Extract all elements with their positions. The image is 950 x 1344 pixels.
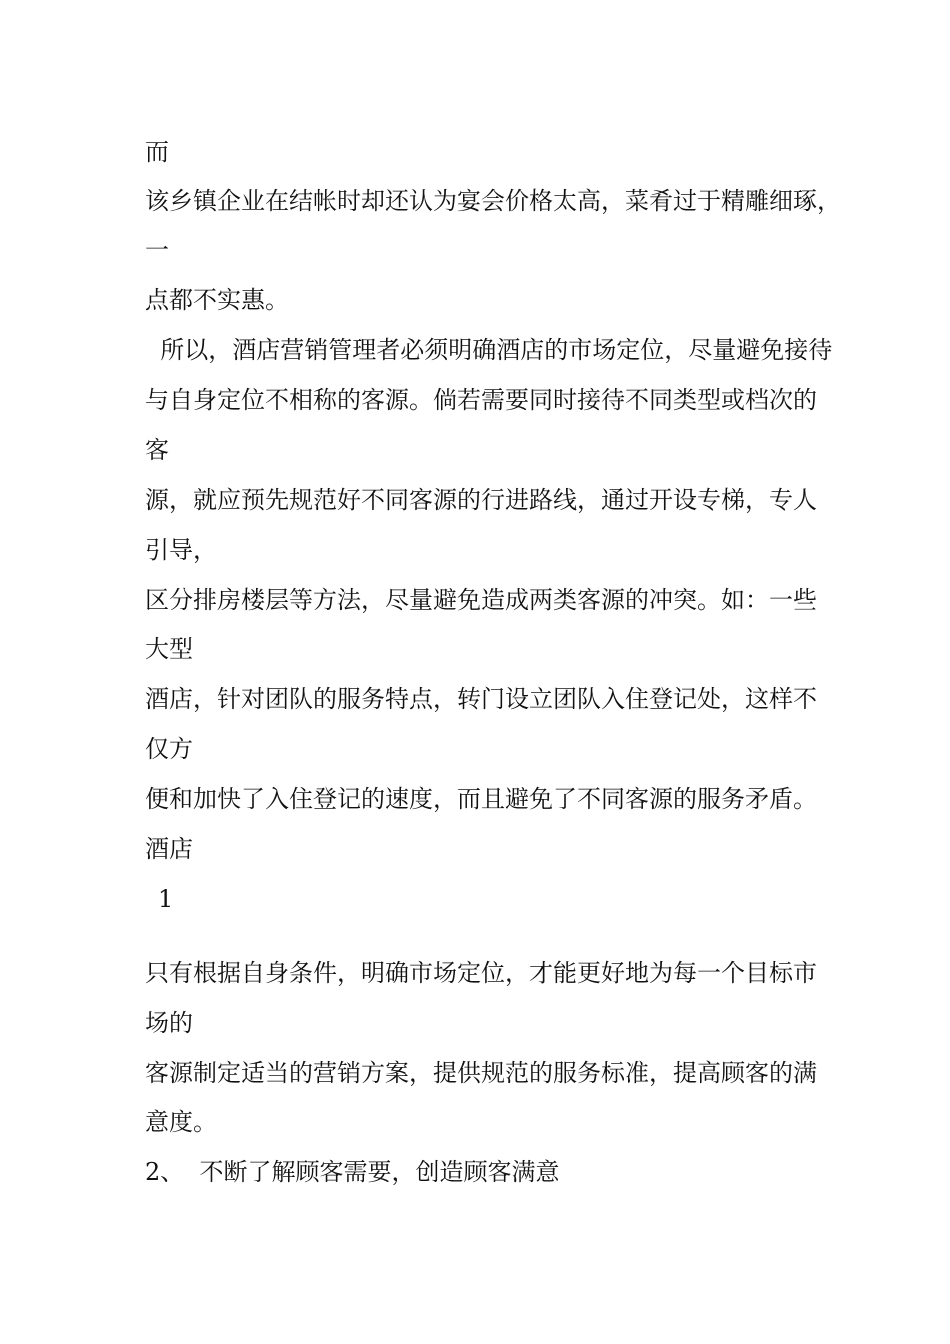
text-line: 源，就应预先规范好不同客源的行进路线，通过开设专梯，专人 (145, 486, 817, 514)
text-line: 一 (145, 236, 169, 264)
text-line: 酒店 (145, 835, 193, 863)
text-line: 意度。 (145, 1108, 217, 1136)
section-heading: 2、 不断了解顾客需要，创造顾客满意 (145, 1158, 560, 1186)
text-line: 点都不实惠。 (145, 286, 289, 314)
text-line: 而 (145, 138, 169, 166)
text-line: 该乡镇企业在结帐时却还认为宴会价格太高，菜肴过于精雕细琢， (145, 187, 841, 215)
text-line: 大型 (145, 635, 193, 663)
text-line: 客 (145, 436, 169, 464)
text-line: 场的 (145, 1009, 193, 1037)
text-line: 区分排房楼层等方法，尽量避免造成两类客源的冲突。如：一些 (145, 586, 817, 614)
text-line: 只有根据自身条件，明确市场定位，才能更好地为每一个目标市 (145, 959, 817, 987)
text-line: 所以，酒店营销管理者必须明确酒店的市场定位，尽量避免接待 (145, 336, 833, 364)
text-line: 与自身定位不相称的客源。倘若需要同时接待不同类型或档次的 (145, 386, 817, 414)
page-number: 1 (158, 885, 174, 913)
text-line: 客源制定适当的营销方案，提供规范的服务标准，提高顾客的满 (145, 1059, 817, 1087)
text-line: 引导， (145, 536, 217, 564)
text-line: 仅方 (145, 735, 193, 763)
text-line: 便和加快了入住登记的速度，而且避免了不同客源的服务矛盾。 (145, 785, 817, 813)
text-line: 酒店，针对团队的服务特点，转门设立团队入住登记处，这样不 (145, 685, 817, 713)
